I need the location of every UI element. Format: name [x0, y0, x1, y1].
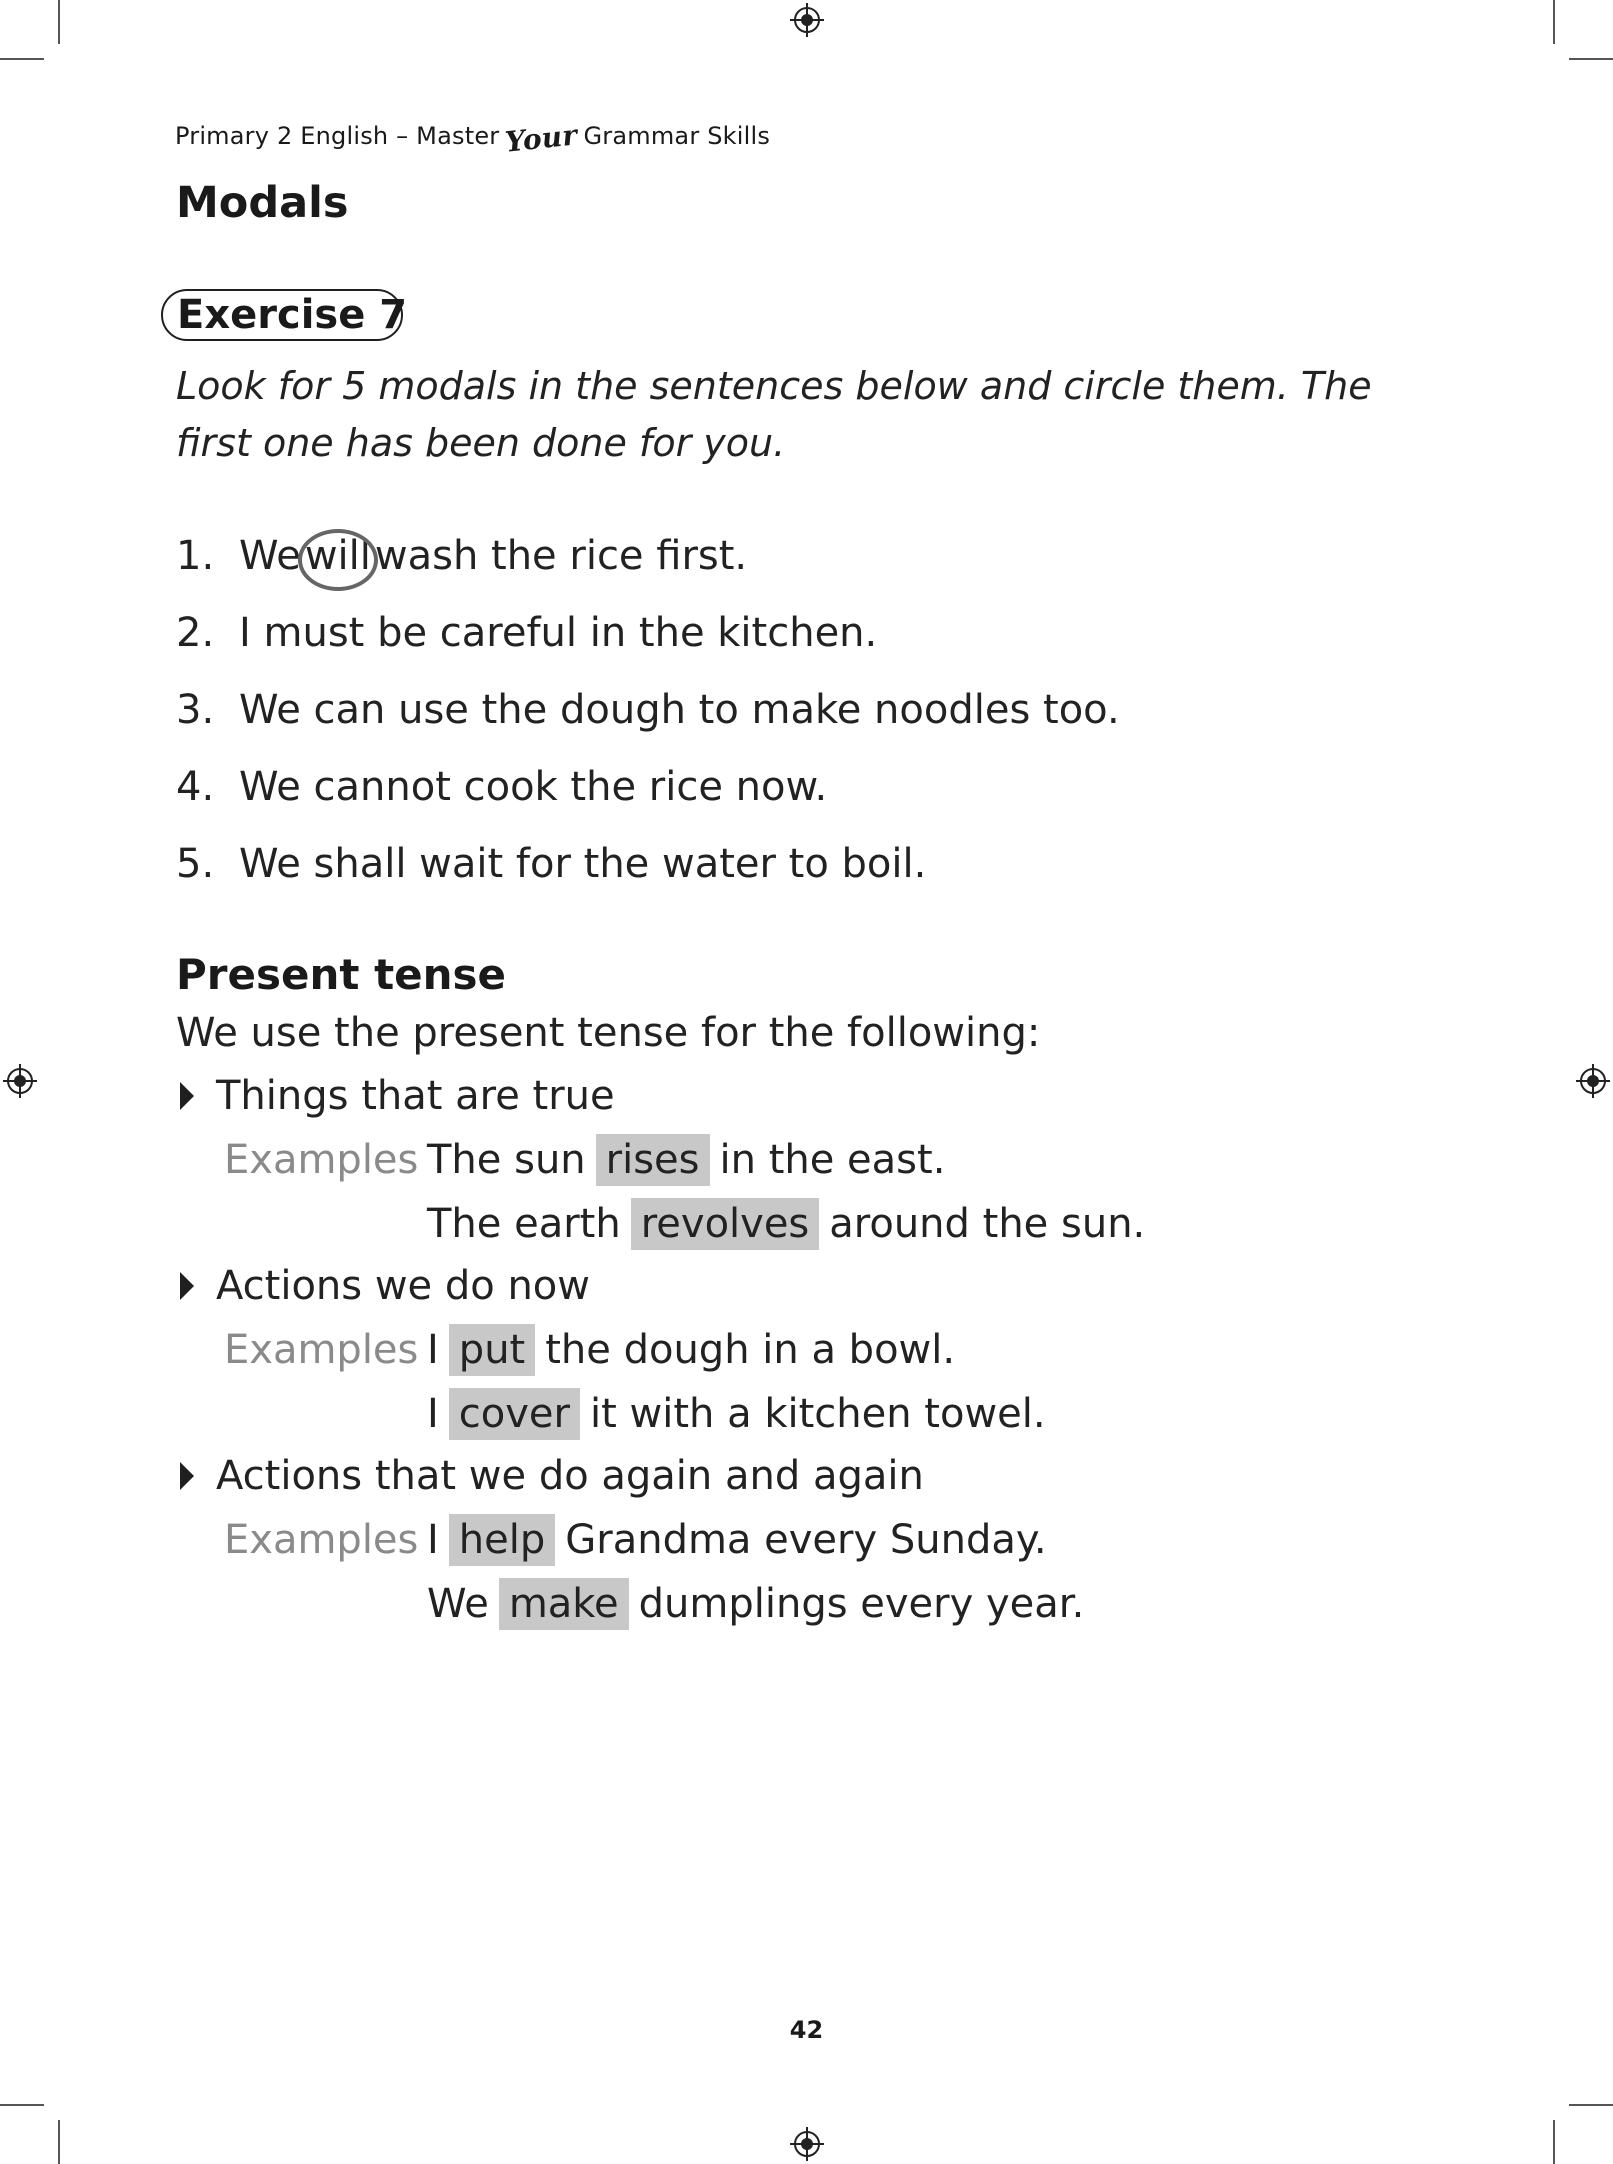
crop-mark-bottom-left-horizontal — [0, 2104, 44, 2106]
example-sentence — [427, 1134, 945, 1186]
question-item — [176, 680, 1120, 740]
example-after: in the east. — [719, 1137, 946, 1183]
highlighted-verb: cover — [449, 1388, 580, 1440]
question-text[interactable]: We can use the dough to make noodles too. — [239, 687, 1120, 733]
present-tense-title: Present tense — [176, 950, 507, 999]
bullet-heading — [180, 1073, 615, 1119]
example-sentence — [427, 1324, 955, 1376]
page-number: 42 — [789, 2016, 824, 2044]
running-header — [175, 118, 771, 159]
question-item — [176, 526, 747, 586]
example-before: The earth — [427, 1201, 621, 1247]
circled-answer — [301, 533, 375, 579]
question-text-after: wash the rice first. — [374, 533, 748, 579]
bullet-heading-text: Actions we do now — [216, 1263, 590, 1309]
question-number: 4. — [176, 764, 215, 810]
example-sentence — [427, 1388, 1046, 1440]
example-after: the dough in a bowl. — [545, 1327, 956, 1373]
example-before: We — [427, 1581, 489, 1627]
exercise-label: Exercise 7 — [177, 292, 408, 338]
crop-mark-bottom-right-vertical — [1553, 2120, 1555, 2164]
question-text[interactable]: We shall wait for the water to boil. — [239, 841, 927, 887]
crop-mark-top-right-horizontal — [1569, 58, 1613, 60]
example-sentence — [427, 1514, 1047, 1566]
exercise-instruction: Look for 5 modals in the sentences below and circle them. The first one has been done for you. — [176, 364, 1372, 465]
circled-word: will — [304, 533, 371, 579]
examples-label: Examples — [224, 1327, 419, 1373]
highlighted-verb: make — [499, 1578, 629, 1630]
example-sentence — [427, 1198, 1145, 1250]
highlighted-verb: put — [449, 1324, 535, 1376]
question-number: 2. — [176, 610, 215, 656]
answer-circle-mark — [298, 529, 378, 591]
bullet-heading-text: Actions that we do again and again — [216, 1453, 924, 1499]
question-number: 3. — [176, 687, 215, 733]
modals-title: Modals — [176, 178, 349, 228]
question-text-before: We — [239, 533, 301, 579]
crop-mark-top-left-horizontal — [0, 58, 44, 60]
highlighted-verb: help — [449, 1514, 555, 1566]
example-after: around the sun. — [829, 1201, 1146, 1247]
header-text-part1: Primary 2 English – Master — [175, 122, 500, 150]
bullet-arrow-icon — [180, 1082, 194, 1110]
example-before: I — [427, 1391, 439, 1437]
example-sentence — [427, 1578, 1084, 1630]
question-number: 1. — [176, 533, 215, 579]
registration-mark-icon — [790, 3, 824, 37]
question-item — [176, 757, 827, 817]
exercise-badge — [161, 289, 408, 341]
registration-mark-icon — [3, 1064, 37, 1098]
example-before: I — [427, 1327, 439, 1373]
question-item — [176, 834, 926, 894]
header-text-part2: Grammar Skills — [583, 122, 771, 150]
examples-label: Examples — [224, 1137, 419, 1183]
crop-mark-bottom-left-vertical — [58, 2120, 60, 2164]
bullet-heading — [180, 1453, 924, 1499]
crop-mark-top-left-vertical — [58, 0, 60, 44]
example-after: it with a kitchen towel. — [590, 1391, 1046, 1437]
header-script-word: Your — [503, 118, 580, 159]
example-before: I — [427, 1517, 439, 1563]
example-after: Grandma every Sunday. — [565, 1517, 1047, 1563]
question-number: 5. — [176, 841, 215, 887]
question-text[interactable]: I must be careful in the kitchen. — [239, 610, 878, 656]
present-tense-intro: We use the present tense for the following: — [176, 1010, 1041, 1056]
registration-mark-icon — [1576, 1064, 1610, 1098]
question-text[interactable]: We cannot cook the rice now. — [239, 764, 828, 810]
bullet-heading — [180, 1263, 590, 1309]
highlighted-verb: rises — [596, 1134, 710, 1186]
example-before: The sun — [427, 1137, 586, 1183]
bullet-arrow-icon — [180, 1272, 194, 1300]
question-item — [176, 603, 877, 663]
examples-label: Examples — [224, 1517, 419, 1563]
crop-mark-bottom-right-horizontal — [1569, 2104, 1613, 2106]
crop-mark-top-right-vertical — [1553, 0, 1555, 44]
bullet-arrow-icon — [180, 1462, 194, 1490]
bullet-heading-text: Things that are true — [216, 1073, 615, 1119]
highlighted-verb: revolves — [631, 1198, 820, 1250]
registration-mark-icon — [790, 2127, 824, 2161]
example-after: dumplings every year. — [638, 1581, 1085, 1627]
